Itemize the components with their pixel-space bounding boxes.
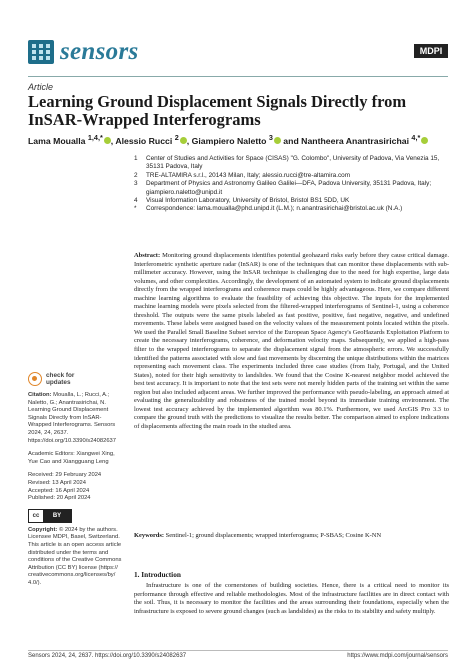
revised-date: Revised: 13 April 2024 (28, 479, 87, 486)
author-name[interactable]: Nantheera Anantrasirichai (301, 135, 409, 146)
affiliation-item: 4 Visual Information Laboratory, University of Bristol, Bristol BS1 5DD, UK (134, 197, 350, 205)
author-name[interactable]: Giampiero Naletto (191, 135, 267, 146)
keywords (134, 532, 449, 541)
keywords-label: Keywords: (134, 532, 165, 539)
author-list: Lama Moualla $^{1,4,*}$ , Alessio Rucci $^2$ , Giampiero Naletto $^3$ and Nantheera Anantrasirichai $^{4,*}$ (28, 132, 458, 147)
footer-divider (28, 650, 448, 651)
affiliation-item: 2 TRE-ALTAMIRA s.r.l., 20143 Milan, Italy; alessio.rucci@tre-altamira.com (134, 171, 351, 179)
author-affil-mark: 3 (268, 133, 273, 142)
journal-header (28, 38, 448, 72)
cc-license-badge[interactable]: cc BY (28, 509, 72, 523)
author-name[interactable]: Alessio Rucci (115, 135, 173, 146)
check-updates-icon (28, 372, 42, 386)
author-name[interactable]: Lama Moualla (28, 135, 86, 146)
citation: Citation: Moualla, L.; Rucci, A.; Naletto, G.; Anantrasirichai, N. Learning Ground Displacement Signals Directly from InSAR-Wrapped Interferograms. Sensors 2024, 24, 2637. https://doi.org/10.3390/s24082637 (28, 392, 116, 444)
section-heading: 1. Introduction (134, 570, 181, 579)
author-affil-mark: 1,4,* (87, 133, 103, 142)
intro-paragraph: Infrastructure is one of the cornerstones of building societies. Hence, there is a critical need to monitor its performance through effective and reliable methodologies. Most of the infrastructure facilities are in direct contact with the soil. Thus, it is necessary to monitor the facilities and the areas surrounding their foundations, especially when the infrastructure is exposed to severe ground changes (such as landslides) as the risks to its stability and safety multiply. (134, 582, 449, 615)
orcid-icon[interactable] (274, 137, 281, 144)
keywords-text: Sentinel-1; ground displacements; wrapped interferograms; P-SBAS; Cosine K-NN (165, 532, 382, 539)
affiliations (134, 155, 454, 214)
header-divider (28, 76, 448, 77)
footer-citation[interactable]: Sensors 2024, 24, 2637. https://doi.org/10.3390/s24082637 (28, 653, 187, 659)
abstract-label: Abstract: (134, 252, 161, 259)
publisher-logo[interactable] (414, 44, 448, 66)
publisher-name: MDPI (419, 46, 443, 56)
academic-editors: Academic Editors: Xiangwei Xing, Yue Cao and Xiangguang Leng (28, 451, 115, 465)
orcid-icon[interactable] (421, 137, 428, 144)
abstract-text: Monitoring ground displacements identifies potential geohazard risks early before they cause critical damage. Interferometric synthetic aperture radar (InSAR) is one of the techniques that can monitor these displacements with sub-millimeter accuracy. However, using the InSAR technique is challenging due to the need for high expertise, large data volumes, and other complexities. Accordingly, the development of an automated system to indicate ground displacements directly from the wrapped interferograms and coherence maps could be highly advantageous. Here, we compare different machine learning algorithms to evaluate the feasibility of achieving this objective. The inputs for the implemented machine learning models were pixels selected from the filtered-wrapped interferograms of Sentinel-1, using a coherence threshold. The outputs were the same pixels labeled as fast positive, positive, fast negative, negative, and undefined movements. These labels were assigned based on the velocity values of the measurement points located within the pixels. We used the Parallel Small Baseline Subset service of the European Space Agency's GeoHazards Exploitation Platform to create the necessary interferograms, coherence, and deformation velocity maps. Subsequently, we applied a high-pass filter to the wrapped interferograms to separate the displacement signal from the atmospheric errors. We successfully identified the patterns associated with slow and fast movements by discerning the unique distributions within the matrices representing each movement class. The experiments included three case studies (from Italy, Portugal, and the United States), noted for their high sensitivity to landslides. We found that the Cosine K-nearest neighbor model achieved the best test accuracy. It is important to note that the test sets were not merely hidden parts of the training set within the same region but also included adjacent areas. We further improved the performance with pseudo-labeling, an approach aimed at evaluating the generalizability and robustness of the trained model beyond its immediate training environment. The lowest test accuracy achieved by the implemented algorithm was 80.1%. Furthermore, we used ArcGIS Pro 3.3 to compare the ground truth with the predictions to visualize the results better. The comparison aimed to explore indications of displacements affecting the main roads in the studied area. (134, 252, 449, 430)
author-affil-mark: 4,* (411, 133, 421, 142)
copyright: Copyright: © 2024 by the authors. Licensee MDPI, Basel, Switzerland. This article is an open access article distributed under the terms and conditions of the Creative Commons Attribution (CC BY) license (https:// creativecommons.org/licenses/by/ 4.0/). (28, 526, 122, 586)
journal-logo-icon (28, 40, 54, 64)
received-date: Received: 29 February 2024 (28, 472, 102, 479)
author-affil-mark: 2 (174, 133, 179, 142)
accepted-date: Accepted: 16 April 2024 (28, 487, 90, 494)
orcid-icon[interactable] (104, 137, 111, 144)
check-updates-button[interactable]: check for updates (28, 372, 124, 386)
article-title: Learning Ground Displacement Signals Directly from InSAR-Wrapped Interferograms (28, 92, 407, 129)
article-type: Article (28, 82, 54, 92)
affiliation-item: 1 Center of Studies and Activities for Space (CISAS) "G. Colombo", University of Padova, Via Venezia 15, 35131 Padova, Italy (134, 155, 440, 171)
correspondence: * Correspondence: lama.moualla@phd.unipd.it (L.M.); n.anantrasirichai@bristol.ac.uk (N.A.) (134, 205, 403, 213)
dates (28, 472, 124, 502)
journal-name[interactable]: sensors (60, 38, 139, 65)
orcid-icon[interactable] (180, 137, 187, 144)
affiliation-item: 3 Department of Physics and Astronomy Galileo Galilei—DFA, Padova University, 35131 Padova, Italy; giampiero.naletto@unipd.it (134, 180, 432, 196)
abstract (134, 252, 449, 431)
article-sidebar (28, 372, 124, 593)
footer-journal-link[interactable]: https://www.mdpi.com/journal/sensors (347, 653, 448, 659)
published-date: Published: 20 April 2024 (28, 495, 91, 502)
